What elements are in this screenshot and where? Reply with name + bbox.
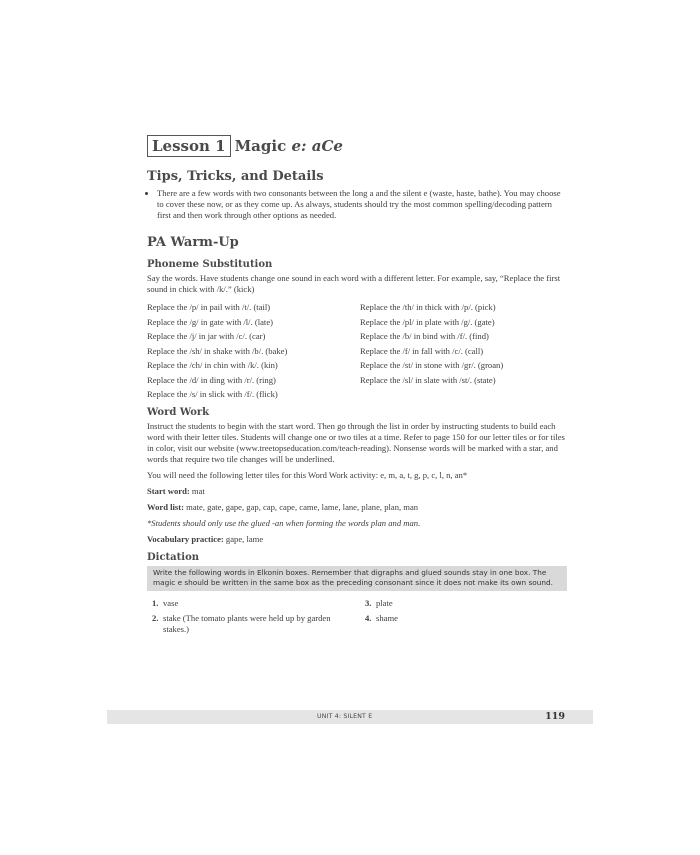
dictation-item <box>360 613 560 635</box>
vocabulary-label: Vocabulary practice: <box>147 533 224 544</box>
page-number: 119 <box>545 711 565 722</box>
vocabulary-line <box>147 534 567 545</box>
substitution-item: Replace the /st/ in stone with /gr/. (groan) <box>360 360 504 370</box>
lesson-label: Lesson 1 <box>147 135 231 157</box>
word-list-value: mate, gate, gape, gap, cap, cape, came, lame, lane, plane, plan, man <box>184 501 419 512</box>
substitution-item: Replace the /p/ in pail with /t/. (tail) <box>147 302 271 312</box>
substitution-left-column <box>147 300 360 402</box>
start-word-value: mat <box>189 485 205 496</box>
dictation-word: stake (The tomato plants were held up by garden stakes.) <box>163 612 331 634</box>
dictation-number: 3. <box>365 597 372 608</box>
word-list-line <box>147 502 567 513</box>
substitution-item: Replace the /sl/ in slate with /st/. (state) <box>360 374 496 385</box>
word-work-note: *Students should only use the glued -an when forming the words plan and man. <box>147 517 421 528</box>
lesson-header <box>147 135 567 157</box>
page-content <box>147 135 567 639</box>
tips-list <box>147 188 567 221</box>
dictation-number: 1. <box>152 597 159 608</box>
lesson-title <box>235 137 343 155</box>
substitution-item: Replace the /j/ in jar with /c/. (car) <box>147 331 266 341</box>
dictation-item <box>147 613 360 635</box>
start-word-label: Start word: <box>147 485 190 496</box>
substitution-item: Replace the /d/ in ding with /r/. (ring) <box>147 374 276 385</box>
dictation-word: vase <box>163 597 179 608</box>
page-footer <box>107 710 593 724</box>
dictation-number: 2. <box>152 612 159 623</box>
word-work-instructions: Instruct the students to begin with the start word. Then go through the list in order by instructing students to build each word with their letter tiles. Students will change one or two tiles at a time. Refer to page 150 for our letter tiles or for tiles in color, visit our website (www.treetopseducation.com/teach-reading). Nonsense words will be marked with a star, and words that require two tile changes will be underlined. <box>147 420 565 464</box>
dictation-item <box>360 598 560 609</box>
phoneme-substitution-heading: Phoneme Substitution <box>147 259 273 270</box>
substitution-right-column <box>360 300 560 402</box>
dictation-list <box>147 598 567 639</box>
substitution-item: Replace the /ch/ in chin with /k/. (kin) <box>147 360 278 370</box>
footer-unit-label: UNIT 4: SILENT E <box>317 713 373 720</box>
substitution-item: Replace the /g/ in gate with /l/. (late) <box>147 316 273 327</box>
substitution-item: Replace the /f/ in fall with /c/. (call) <box>360 345 484 356</box>
substitution-item: Replace the /th/ in thick with /p/. (pick) <box>360 302 496 312</box>
substitution-grid <box>147 300 567 402</box>
word-list-label: Word list: <box>147 501 185 512</box>
substitution-item: Replace the /b/ in bind with /f/. (find) <box>360 331 489 341</box>
pa-heading: PA Warm-Up <box>147 235 239 250</box>
dictation-word: plate <box>376 597 393 608</box>
word-work-heading: Word Work <box>147 406 210 418</box>
dictation-word: shame <box>376 612 398 623</box>
dictation-number: 4. <box>365 612 372 623</box>
tips-bullet: • There are a few words with two consonants between the long a and the silent e (waste, haste, bathe). You may choose to cover these now, or as they come up. As always, students should try the most common spelling/decoding pattern first and then work through other options as needed. <box>157 188 567 221</box>
vocabulary-value: gape, lame <box>223 533 264 544</box>
pa-intro: Say the words. Have students change one sound in each word with a different letter. For example, say, “Replace the first sound in chick with /k/.” (kick) <box>147 273 561 294</box>
dictation-instructions-box: Write the following words in Elkonin boxes. Remember that digraphs and glued sounds stay in one box. The magic e should be written in the same box as the preceding consonant since it does not make its own sound. <box>147 566 567 591</box>
tips-heading: Tips, Tricks, and Details <box>147 169 324 184</box>
substitution-item: Replace the /pl/ in plate with /g/. (gate) <box>360 316 495 327</box>
dictation-item <box>147 598 360 609</box>
lesson-title-suffix: : aCe <box>300 137 343 155</box>
letter-tiles-line: You will need the following letter tiles for this Word Work activity: e, m, a, t, g, p, c, l, n, an* <box>147 469 468 480</box>
lesson-title-prefix: Magic <box>234 137 292 155</box>
substitution-item: Replace the /s/ in slick with /f/. (flick) <box>147 389 278 399</box>
start-word-line <box>147 486 567 497</box>
substitution-item: Replace the /sh/ in shake with /b/. (bake) <box>147 345 288 356</box>
dictation-heading: Dictation <box>147 551 200 563</box>
lesson-title-e: e <box>291 137 301 155</box>
